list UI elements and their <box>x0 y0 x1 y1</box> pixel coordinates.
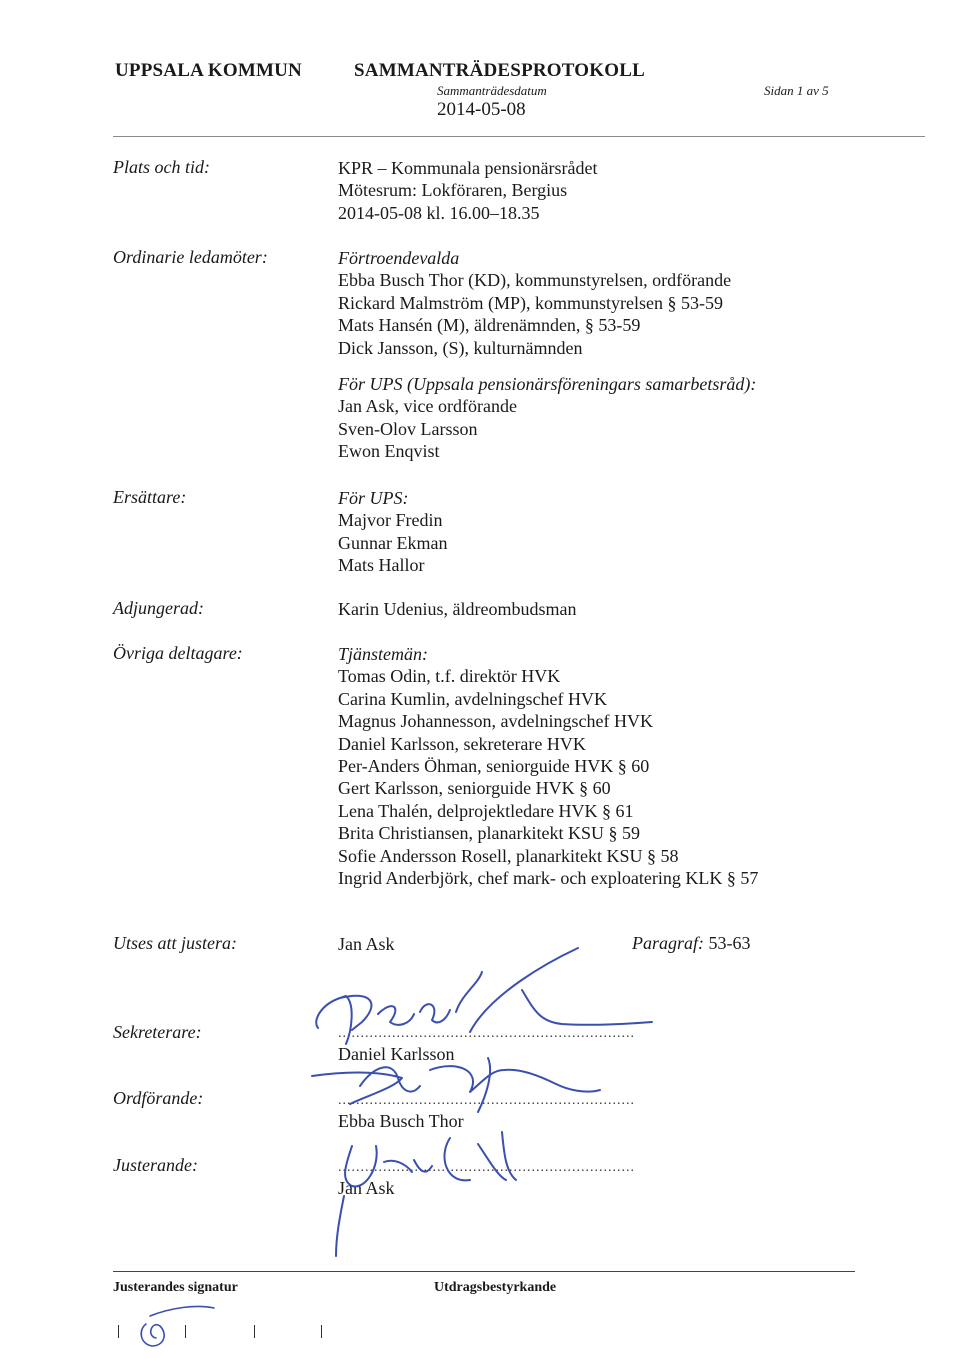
organization-name: UPPSALA KOMMUN <box>115 60 302 81</box>
label-chair: Ordförande: <box>113 1088 204 1108</box>
subheading-officials: Tjänstemän: <box>338 644 428 664</box>
subheading-elected: Förtroendevalda <box>338 248 460 268</box>
signature-adjuster <box>336 1132 516 1256</box>
member-line: Sven-Olov Larsson <box>338 418 478 439</box>
substitute-line: Majvor Fredin <box>338 510 443 531</box>
place-line: KPR – Kommunala pensionärsrådet <box>338 158 598 178</box>
subheading-ups-substitutes: För UPS: <box>338 488 409 508</box>
label-place-time: Plats och tid: <box>113 157 210 177</box>
adjuster-signature-name: Jan Ask <box>338 1178 395 1198</box>
substitute-line: Mats Hallor <box>338 555 425 576</box>
footer-extract-certification: Utdragsbestyrkande <box>434 1280 557 1295</box>
subheading-ups: För UPS (Uppsala pensionärsföreningars samarbetsråd): <box>338 374 757 394</box>
signature-line-chair: .................................................................. <box>338 1093 635 1108</box>
member-line: Ewon Enqvist <box>338 441 440 462</box>
signature-box-divider <box>321 1325 322 1338</box>
paragraph-label: Paragraf: <box>632 933 704 953</box>
meeting-date: 2014-05-08 <box>437 99 526 120</box>
signature-box-divider <box>185 1325 186 1338</box>
meeting-date-label: Sammanträdesdatum <box>437 83 547 98</box>
document-title: SAMMANTRÄDESPROTOKOLL <box>354 60 645 81</box>
label-secretary: Sekreterare: <box>113 1022 202 1042</box>
footer-adjusters-signature: Justerandes signatur <box>113 1280 238 1295</box>
adjuster-name: Jan Ask <box>338 934 395 954</box>
page-number: Sidan 1 av 5 <box>764 83 829 98</box>
participant-line: Daniel Karlsson, sekreterare HVK <box>338 733 586 754</box>
member-line: Jan Ask, vice ordförande <box>338 396 517 417</box>
participant-line: Carina Kumlin, avdelningschef HVK <box>338 688 607 709</box>
substitute-line: Gunnar Ekman <box>338 532 448 553</box>
participant-line: Sofie Andersson Rosell, planarkitekt KSU § 58 <box>338 845 679 866</box>
signature-chair <box>312 1058 600 1112</box>
secretary-name: Daniel Karlsson <box>338 1044 455 1064</box>
participant-line: Magnus Johannesson, avdelningschef HVK <box>338 711 653 732</box>
member-line: Ebba Busch Thor (KD), kommunstyrelsen, ordförande <box>338 270 732 291</box>
label-co-opted: Adjungerad: <box>113 598 204 618</box>
co-opted-line: Karin Udenius, äldreombudsman <box>338 599 577 619</box>
participant-line: Ingrid Anderbjörk, chef mark- och exploatering KLK § 57 <box>338 868 759 889</box>
signature-line-adjuster: .................................................................. <box>338 1160 635 1175</box>
paragraph-value: 53-63 <box>708 933 751 953</box>
time-line: 2014-05-08 kl. 16.00–18.35 <box>338 202 540 223</box>
member-line: Rickard Malmström (MP), kommunstyrelsen § 53-59 <box>338 292 723 313</box>
member-line: Mats Hansén (M), äldrenämnden, § 53-59 <box>338 315 641 336</box>
participant-line: Gert Karlsson, seniorguide HVK § 60 <box>338 778 611 799</box>
label-adjuster-signature: Justerande: <box>113 1155 198 1175</box>
room-line: Mötesrum: Lokföraren, Bergius <box>338 180 568 201</box>
member-line: Dick Jansson, (S), kulturnämnden <box>338 337 583 358</box>
footer-divider <box>113 1271 855 1272</box>
signature-secretary <box>316 948 652 1044</box>
signature-box-divider <box>118 1325 119 1338</box>
footer-initials <box>141 1306 214 1346</box>
signature-line-secretary: .................................................................. <box>338 1026 635 1041</box>
participant-line: Brita Christiansen, planarkitekt KSU § 59 <box>338 823 640 844</box>
label-substitutes: Ersättare: <box>113 487 187 507</box>
participant-line: Lena Thalén, delprojektledare HVK § 61 <box>338 800 634 821</box>
label-other-participants: Övriga deltagare: <box>113 643 243 663</box>
participant-line: Tomas Odin, t.f. direktör HVK <box>338 666 561 687</box>
label-adjuster: Utses att justera: <box>113 933 237 953</box>
label-members: Ordinarie ledamöter: <box>113 247 268 267</box>
participant-line: Per-Anders Öhman, seniorguide HVK § 60 <box>338 756 650 777</box>
signature-box-divider <box>254 1325 255 1338</box>
chair-name: Ebba Busch Thor <box>338 1111 464 1131</box>
